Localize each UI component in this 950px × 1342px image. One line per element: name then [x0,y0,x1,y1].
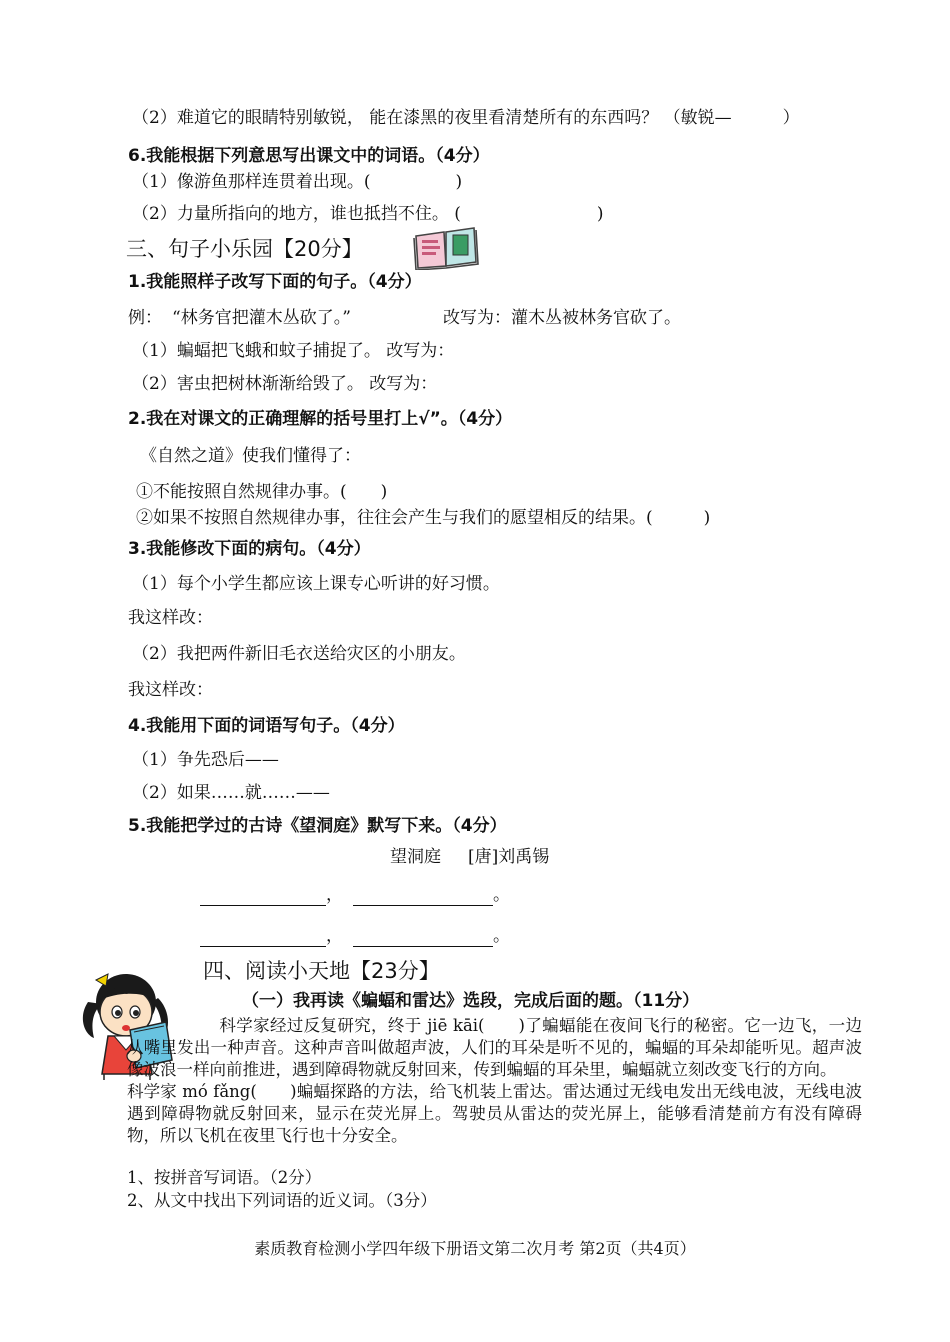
answer-prompt: 我这样改： [128,680,213,700]
question-heading: 5.我能把学过的古诗《望洞庭》默写下来。（4分） [128,816,507,836]
question-item: （1）争先恐后—— [132,750,279,770]
question-heading: 3.我能修改下面的病句。（4分） [128,539,371,559]
question-intro: 《自然之道》使我们懂得了： [140,446,361,466]
passage-paragraph-1: 科学家经过反复研究，终于 jiē kāi( )了蝙蝠能在夜间飞行的秘密。它一边飞，一边从嘴里发出一种声音。这种声音叫做超声波，人们的耳朵是听不见的，蝙蝠的耳朵却能听见。超声波像波浪一样向前推进，遇到障碍物就反射回来，传到蝙蝠的耳朵里，蝙蝠就立刻改变飞行的方向。 [127,1016,862,1079]
poem-author: [唐]刘禹锡 [468,847,550,867]
question-heading: 1.我能照样子改写下面的句子。（4分） [128,272,422,292]
question-item: （2）力量所指向的地方，谁也抵挡不住。 ( ) [132,204,604,224]
answer-blank[interactable] [353,928,493,947]
answer-blank[interactable] [200,928,326,947]
option-1: ①不能按照自然规律办事。( ) [136,482,388,502]
page-footer: 素质教育检测小学四年级下册语文第二次月考 第2页（共4页） [254,1239,696,1258]
answer-blank[interactable] [353,887,493,906]
reading-passage [127,1015,862,1147]
poem-line-1: ， 。 [200,884,510,906]
example-original: “林务官把灌木丛砍了。” [172,308,351,328]
poem-line-2: ， 。 [200,925,510,947]
reading-part-title: （一）我再读《蝙蝠和雷达》选段，完成后面的题。（11分） [242,991,700,1011]
section-title: 三、句子小乐园【20分】 [126,237,363,261]
section-title: 四、阅读小天地【23分】 [203,959,440,983]
question-item: （1）每个小学生都应该上课专心听讲的好习惯。 [132,574,500,594]
question-item: （2）我把两件新旧毛衣送给灾区的小朋友。 [132,644,466,664]
question-item: （1）像游鱼那样连贯着出现。( ) [132,172,463,192]
poem-title: 望洞庭 [390,847,441,867]
answer-prompt: 我这样改： [128,608,213,628]
answer-blank[interactable] [200,887,326,906]
question-item: （2）难道它的眼睛特别敏锐， 能在漆黑的夜里看清楚所有的东西吗？ （敏锐— ） [132,108,800,128]
question-heading: 4.我能用下面的词语写句子。（4分） [128,716,405,736]
question-item: （1）蝙蝠把飞蛾和蚊子捕捉了。 改写为： [132,341,455,361]
question-heading: 2.我在对课文的正确理解的括号里打上√”。（4分） [128,409,513,429]
question-item: （2）如果……就……—— [132,783,330,803]
open-book-icon [412,226,480,270]
question-item: （2）害虫把树林渐渐给毁了。 改写为： [132,374,438,394]
example-label: 例： [128,308,162,328]
question-heading: 6.我能根据下列意思写出课文中的词语。（4分） [128,146,490,166]
example-rewrite: 改写为：灌木丛被林务官砍了。 [443,308,681,328]
reading-question: 1、按拼音写词语。（2分） [127,1168,322,1187]
passage-paragraph-2: 科学家 mó fǎng( )蝙蝠探路的方法，给飞机装上雷达。雷达通过无线电发出无线电波，无线电波遇到障碍物就反射回来，显示在荧光屏上。驾驶员从雷达的荧光屏上，能够看清楚前方有没有障碍物，所以飞机在夜里飞行也十分安全。 [127,1082,862,1145]
reading-question: 2、从文中找出下列词语的近义词。（3分） [127,1191,437,1210]
option-2: ②如果不按照自然规律办事，往往会产生与我们的愿望相反的结果。( ) [136,508,711,528]
